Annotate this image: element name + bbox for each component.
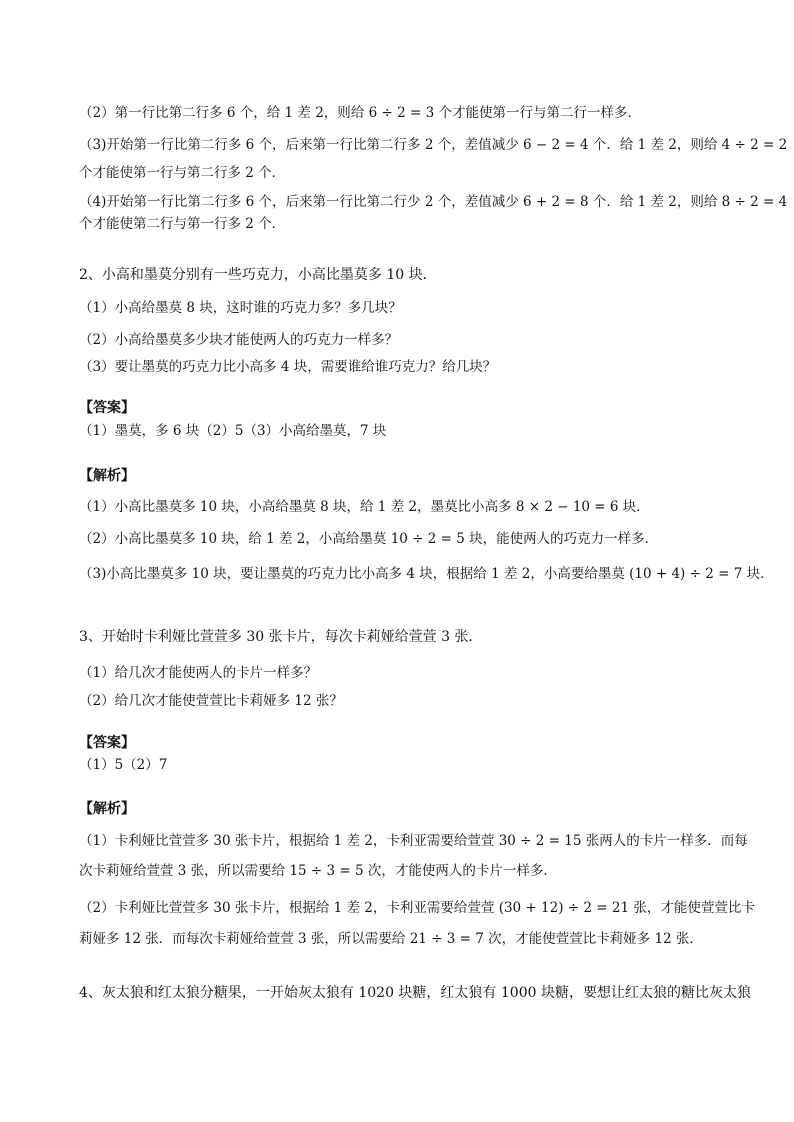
question-title: 3、开始时卡利娅比萱萱多 30 张卡片，每次卡莉娅给萱萱 3 张． <box>79 629 483 645</box>
analysis-line: （1）小高比墨莫多 10 块，小高给墨莫 8 块，给 1 差 2，墨莫比小高多 8 × 2 − 10 = 6 块． <box>79 499 650 515</box>
analysis-line: （2）小高比墨莫多 10 块，给 1 差 2，小高给墨莫 10 ÷ 2 = 5 块，能使两人的巧克力一样多． <box>79 531 659 547</box>
analysis-line: （2）卡利娅比萱萱多 30 张卡片，根据给 1 差 2，卡利亚需要给萱萱 (30 + 12) ÷ 2 = 21 张，才能使萱萱比卡 <box>79 900 755 916</box>
solution-line: 个才能使第一行与第二行多 2 个． <box>79 165 286 181</box>
sub-question: （1）小高给墨莫 8 块，这时谁的巧克力多？多几块？ <box>79 300 402 316</box>
sub-question: （2）小高给墨莫多少块才能使两人的巧克力一样多？ <box>79 332 399 348</box>
analysis-line: （3)小高比墨莫多 10 块，要让墨莫的巧克力比小高多 4 块，根据给 1 差 2，小高要给墨莫 (10 + 4) ÷ 2 = 7 块． <box>79 566 774 582</box>
question-title: 4、灰太狼和红太狼分糖果，一开始灰太狼有 1020 块糖，红太狼有 1000 块糖，要想让红太狼的糖比灰太狼 <box>79 985 751 1001</box>
solution-line: 个才能使第二行与第一行多 2 个． <box>79 216 286 232</box>
analysis-line: （1）卡利娅比萱萱多 30 张卡片，根据给 1 差 2，卡利亚需要给萱萱 30 ÷ 2 = 15 张两人的卡片一样多．而每 <box>79 833 748 849</box>
sub-question: （1）给几次才能使两人的卡片一样多？ <box>79 665 318 681</box>
sub-question: （2）给几次才能使萱萱比卡莉娅多 12 张？ <box>79 693 343 709</box>
question-title: 2、小高和墨莫分别有一些巧克力，小高比墨莫多 10 块． <box>79 267 437 283</box>
sub-question: （3）要让墨莫的巧克力比小高多 4 块，需要谁给谁巧克力？给几块？ <box>79 359 497 375</box>
answer-label: 【答案】 <box>79 735 135 751</box>
analysis-label: 【解析】 <box>79 468 135 484</box>
analysis-line: 莉娅多 12 张．而每次卡莉娅给萱萱 3 张，所以需要给 21 ÷ 3 = 7 次，才能使萱萱比卡莉娅多 12 张． <box>79 931 703 947</box>
solution-line: （4)开始第一行比第二行多 6 个，后来第一行比第二行少 2 个，差值减少 6 + 2 = 8 个．给 1 差 2，则给 8 ÷ 2 = 4 <box>79 194 788 210</box>
analysis-label: 【解析】 <box>79 801 135 817</box>
analysis-line: 次卡莉娅给萱萱 3 张，所以需要给 15 ÷ 3 = 5 次，才能使两人的卡片一样多． <box>79 863 557 879</box>
solution-line: （3)开始第一行比第二行多 6 个，后来第一行比第二行多 2 个，差值减少 6 − 2 = 4 个．给 1 差 2，则给 4 ÷ 2 = 2 <box>79 137 788 153</box>
solution-line: （2）第一行比第二行多 6 个，给 1 差 2，则给 6 ÷ 2 = 3 个才能使第一行与第二行一样多． <box>79 105 641 121</box>
answer-label: 【答案】 <box>79 400 135 416</box>
answer-text: （1）5（2）7 <box>79 757 168 773</box>
answer-text: （1）墨莫，多 6 块（2）5（3）小高给墨莫，7 块 <box>79 423 387 439</box>
